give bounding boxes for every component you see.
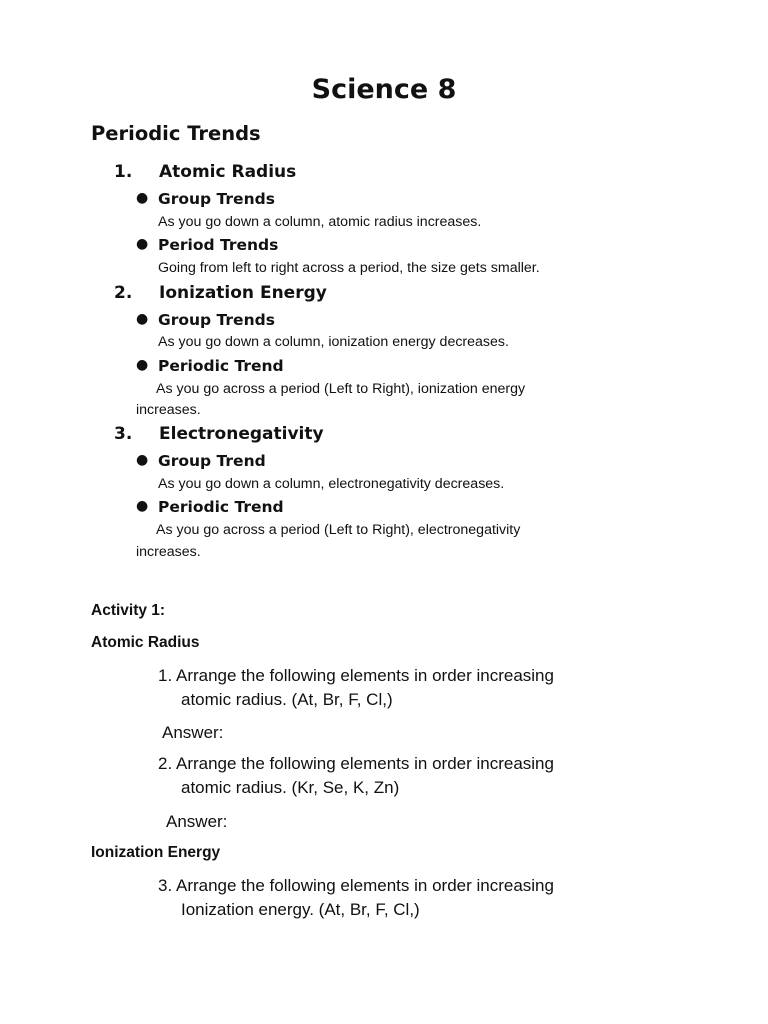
bullet-text: increases. [136, 544, 201, 560]
section-title: Atomic Radius [159, 162, 297, 182]
bullet-item [136, 357, 284, 375]
question-item [158, 876, 554, 896]
question-item [158, 666, 554, 686]
bullet-text: As you go down a column, electronegativity decreases. [158, 476, 505, 492]
question-number: 2. [158, 754, 173, 773]
bullet-icon: ● [136, 236, 149, 252]
bullet-item [136, 311, 275, 329]
bullet-item [136, 498, 284, 516]
bullet-text: As you go down a column, ionization energy decreases. [158, 334, 509, 350]
activity-title: Activity 1: [91, 602, 166, 619]
question-text: atomic radius. (Kr, Se, K, Zn) [181, 778, 400, 797]
question-number: 1. [158, 666, 173, 685]
section-number: 3. [114, 424, 133, 444]
question-text: Arrange the following elements in order increasing [175, 666, 554, 685]
activity-group-title: Atomic Radius [91, 634, 200, 651]
section-number: 1. [114, 162, 133, 182]
question-text: atomic radius. (At, Br, F, Cl,) [181, 690, 393, 709]
question-text: Ionization energy. (At, Br, F, Cl,) [181, 900, 420, 919]
bullet-text: As you go across a period (Left to Right), electronegativity [156, 522, 521, 538]
bullet-label: Periodic Trend [158, 498, 284, 516]
bullet-text: As you go down a column, atomic radius increases. [158, 214, 482, 230]
bullet-label: Group Trends [158, 311, 275, 329]
bullet-label: Group Trend [158, 452, 266, 470]
answer-label: Answer: [162, 723, 224, 742]
question-text: Arrange the following elements in order increasing [175, 876, 554, 895]
section-electronegativity [114, 424, 324, 444]
question-text: Arrange the following elements in order increasing [175, 754, 554, 773]
bullet-item [136, 236, 279, 254]
bullet-item [136, 452, 266, 470]
bullet-icon: ● [136, 311, 149, 327]
section-heading: Periodic Trends [91, 122, 261, 145]
bullet-text: As you go across a period (Left to Right), ionization energy [156, 381, 526, 397]
section-title: Ionization Energy [159, 283, 327, 303]
section-title: Electronegativity [159, 424, 324, 444]
section-number: 2. [114, 283, 133, 303]
bullet-label: Period Trends [158, 236, 279, 254]
bullet-label: Periodic Trend [158, 357, 284, 375]
bullet-item [136, 190, 275, 208]
section-ionization-energy [114, 283, 327, 303]
question-number: 3. [158, 876, 173, 895]
bullet-icon: ● [136, 357, 149, 373]
activity-group-title: Ionization Energy [91, 844, 221, 861]
bullet-label: Group Trends [158, 190, 275, 208]
bullet-text: Going from left to right across a period, the size gets smaller. [158, 260, 540, 276]
question-item [158, 754, 554, 774]
answer-label: Answer: [166, 812, 228, 831]
bullet-text: increases. [136, 402, 201, 418]
page-title: Science 8 [311, 74, 457, 105]
bullet-icon: ● [136, 498, 149, 514]
bullet-icon: ● [136, 452, 149, 468]
section-atomic-radius [114, 162, 296, 182]
bullet-icon: ● [136, 190, 149, 206]
